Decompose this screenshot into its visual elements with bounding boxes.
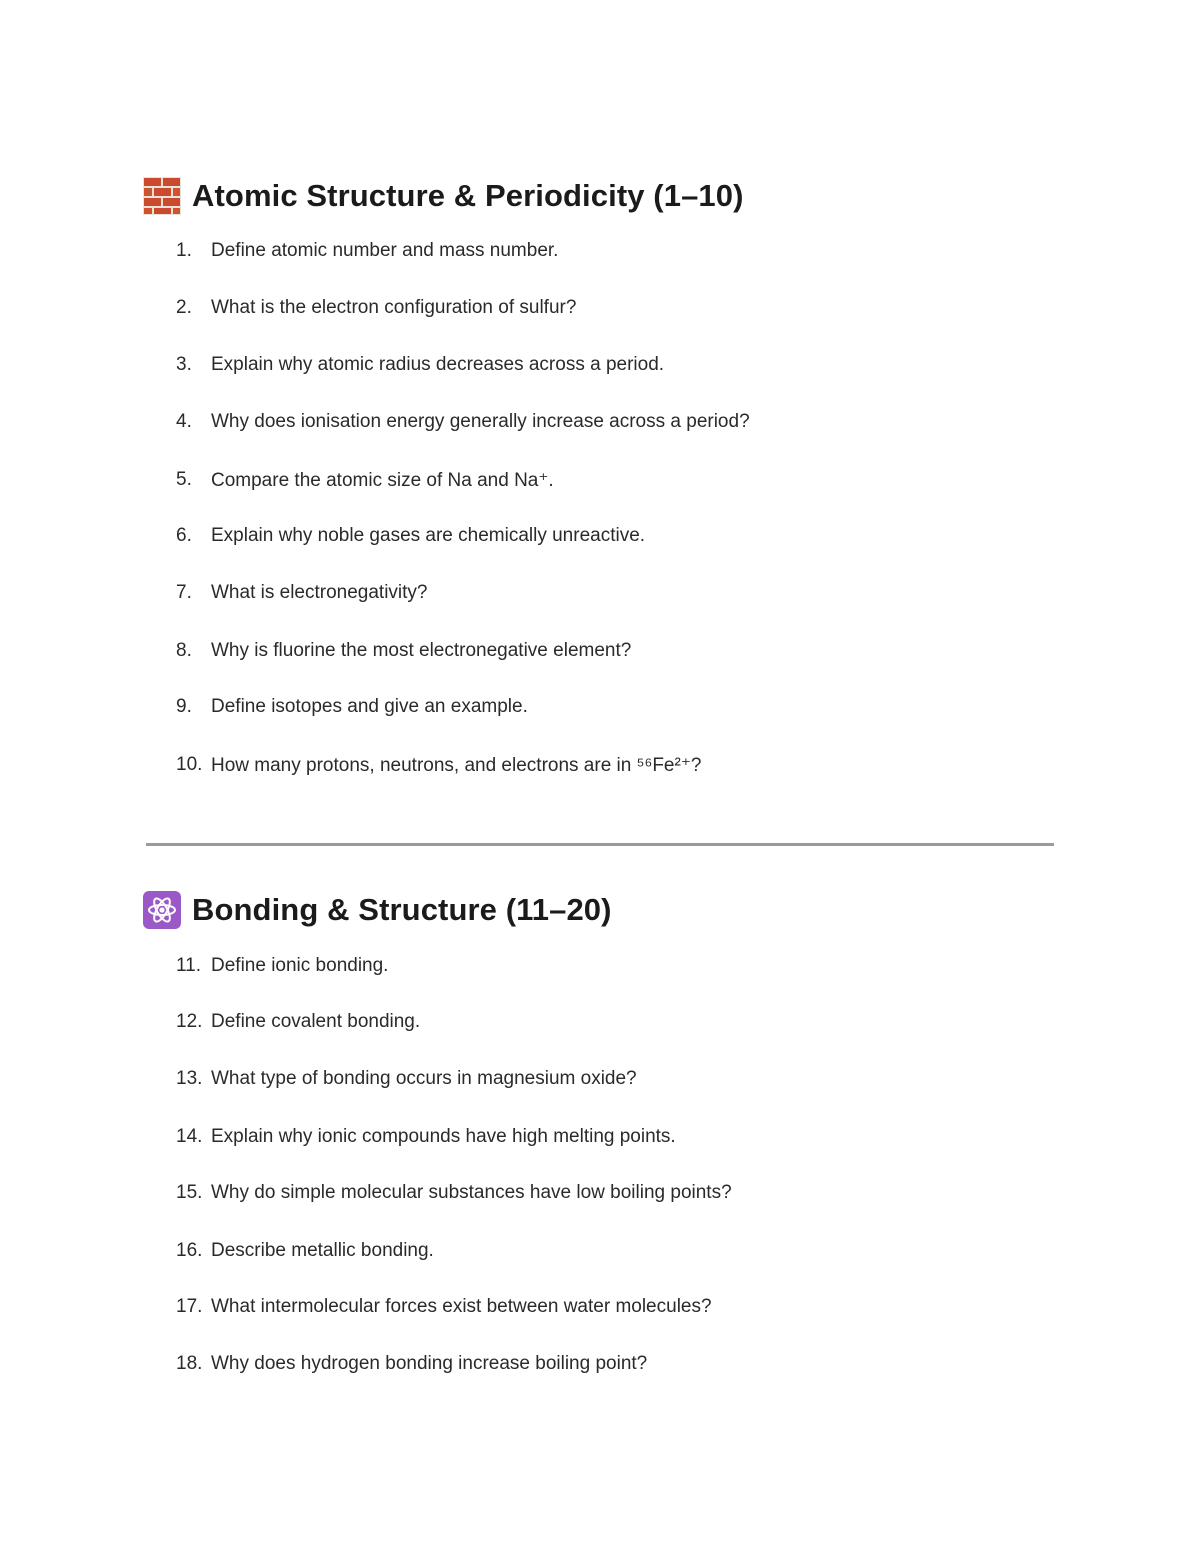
question-text: What intermolecular forces exist between water molecules? bbox=[211, 1296, 712, 1317]
question-number: 18. bbox=[176, 1353, 203, 1374]
question-text: Define isotopes and give an example. bbox=[211, 696, 528, 717]
question-number: 5. bbox=[176, 469, 192, 490]
question-text: Explain why noble gases are chemically unreactive. bbox=[211, 525, 646, 546]
question-text: What is electronegativity? bbox=[211, 582, 428, 603]
question-item bbox=[176, 1124, 676, 1150]
question-text: Define atomic number and mass number. bbox=[211, 240, 559, 261]
question-text: How many protons, neutrons, and electrons are in ⁵⁶Fe²⁺? bbox=[211, 754, 702, 776]
section-divider bbox=[146, 843, 1054, 846]
question-text: Why does ionisation energy generally increase across a period? bbox=[211, 411, 750, 432]
question-text: Why do simple molecular substances have low boiling points? bbox=[211, 1182, 732, 1203]
question-text: Why does hydrogen bonding increase boiling point? bbox=[211, 1353, 648, 1374]
question-item bbox=[176, 409, 750, 435]
question-item bbox=[176, 580, 428, 606]
question-number: 9. bbox=[176, 696, 192, 717]
question-item bbox=[176, 1351, 647, 1377]
section-title: Bonding & Structure (11–20) bbox=[192, 892, 612, 927]
question-number: 7. bbox=[176, 582, 192, 603]
question-number: 10. bbox=[176, 754, 203, 775]
question-number: 11. bbox=[176, 955, 202, 976]
question-text: Why is fluorine the most electronegative element? bbox=[211, 640, 632, 661]
question-number: 17. bbox=[176, 1296, 203, 1317]
question-number: 8. bbox=[176, 640, 192, 661]
brick-icon bbox=[143, 177, 181, 215]
question-text: Define ionic bonding. bbox=[211, 955, 389, 976]
question-item bbox=[176, 523, 645, 549]
question-number: 13. bbox=[176, 1068, 203, 1089]
question-text: Explain why ionic compounds have high melting points. bbox=[211, 1126, 676, 1147]
question-item bbox=[176, 1009, 420, 1035]
question-item bbox=[176, 638, 631, 664]
question-item bbox=[176, 1294, 712, 1320]
atom-icon bbox=[143, 891, 181, 929]
question-number: 6. bbox=[176, 525, 192, 546]
question-number: 16. bbox=[176, 1240, 203, 1261]
question-item bbox=[176, 1066, 637, 1092]
question-number: 3. bbox=[176, 354, 192, 375]
question-number: 2. bbox=[176, 297, 192, 318]
question-number: 4. bbox=[176, 411, 192, 432]
section-title: Atomic Structure & Periodicity (1–10) bbox=[192, 178, 744, 213]
question-text: Define covalent bonding. bbox=[211, 1011, 421, 1032]
question-item bbox=[176, 1238, 434, 1264]
question-item bbox=[176, 238, 558, 264]
question-number: 15. bbox=[176, 1182, 203, 1203]
question-text: What type of bonding occurs in magnesium oxide? bbox=[211, 1068, 637, 1089]
question-number: 14. bbox=[176, 1126, 203, 1147]
question-text: Describe metallic bonding. bbox=[211, 1240, 434, 1261]
question-number: 12. bbox=[176, 1011, 203, 1032]
question-item bbox=[176, 1180, 732, 1206]
question-item bbox=[176, 953, 388, 979]
question-text: Explain why atomic radius decreases across a period. bbox=[211, 354, 665, 375]
section-heading-atomic-structure bbox=[143, 176, 744, 216]
question-text: What is the electron configuration of sulfur? bbox=[211, 297, 577, 318]
section-heading-bonding-structure bbox=[143, 890, 612, 930]
question-text: Compare the atomic size of Na and Na⁺. bbox=[211, 469, 554, 491]
question-item bbox=[176, 694, 528, 720]
question-item bbox=[176, 295, 576, 321]
question-item bbox=[176, 352, 664, 378]
question-number: 1. bbox=[176, 240, 192, 261]
question-item bbox=[176, 467, 554, 493]
question-item bbox=[176, 752, 701, 778]
